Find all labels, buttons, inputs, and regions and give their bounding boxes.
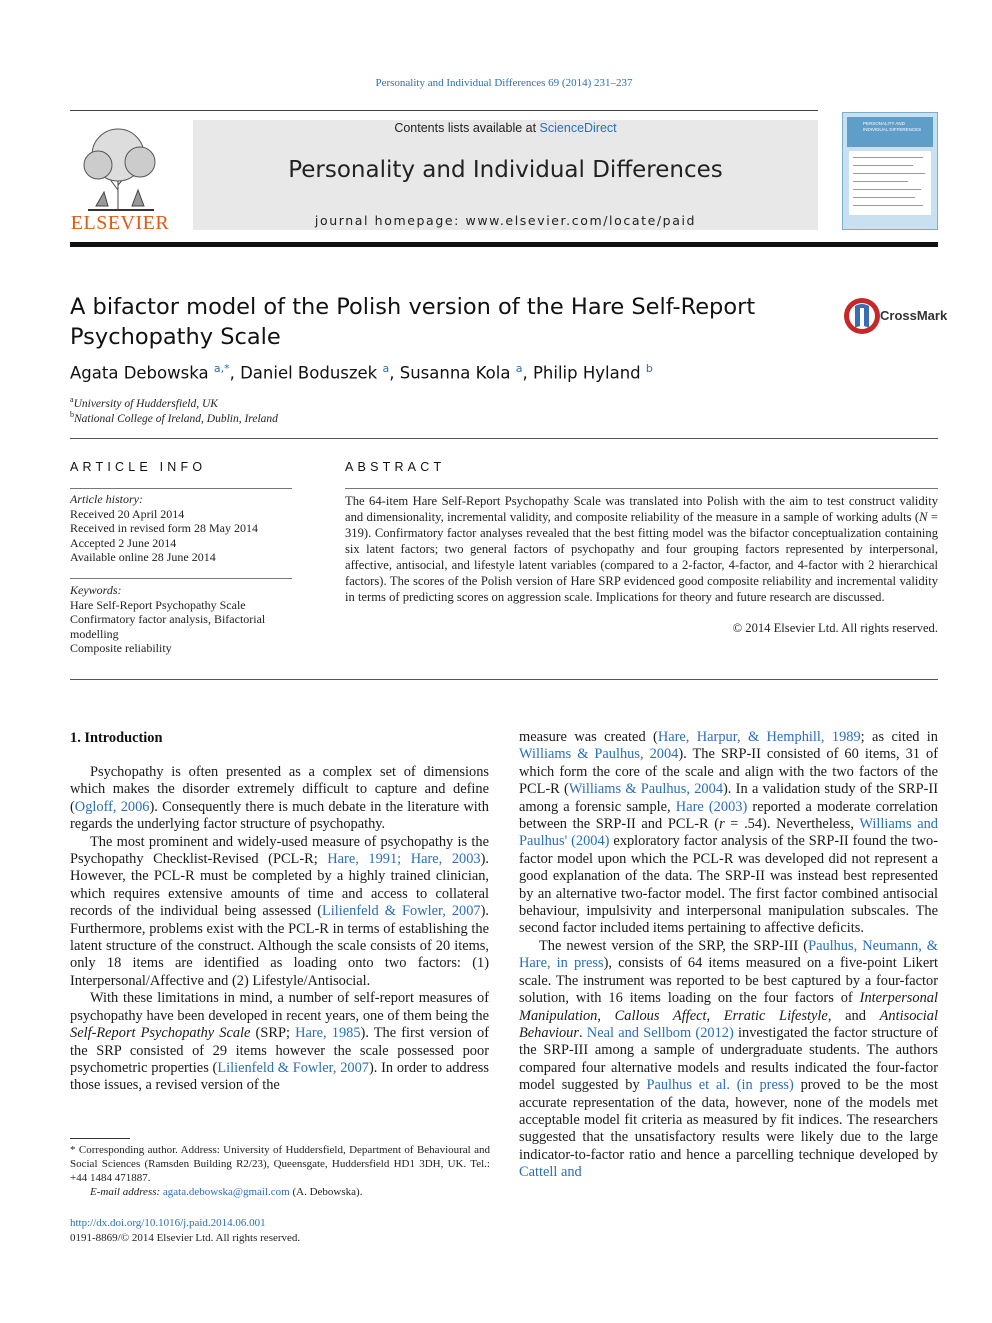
issn-copyright: 0191-8869/© 2014 Elsevier Ltd. All rights reserved. [70,1232,301,1244]
author-name[interactable]: Susanna Kola [399,363,511,383]
paragraph: The most prominent and widely-used measure of psychopathy is the Psychopathy Checklist-Revised (PCL-R; Hare, 1991; Hare, 2003). However, the PCL-R must be completed by a highly trained clinician, which requires extensive amounts of time and access to collateral records of the individual being assessed (Lilienfeld & Fowler, 2007). Furthermore, problems exist with the PCL-R in terms of establishing the latent structure of the construct. Although the scale consists of 20 items, only 18 items are identified as loading onto two factors: (1) Interpersonal/Affective and (2) Lifestyle/Antisocial. [70,833,489,989]
keyword-item: modelling [70,626,119,641]
sciencedirect-link[interactable]: ScienceDirect [539,121,617,135]
contents-prefix: Contents lists available at [394,121,540,135]
citation-link[interactable]: Hare, 1991; Hare, 2003 [327,851,481,868]
history-item: Accepted 2 June 2014 [70,535,177,550]
author-affil-marker[interactable]: a [382,362,390,375]
citation-link[interactable]: Paulhus, Neumann, & Hare, in press [519,937,938,972]
article-title [70,292,790,352]
citation-link[interactable]: Lilienfeld & Fowler, 2007 [322,903,481,920]
paragraph: measure was created (Hare, Harpur, & Hemphill, 1989; as cited in Williams & Paulhus, 2004). The SRP-II consisted of 60 items, 31 of which form the core of the scale and align with the two factors of the PCL-R (Williams & Paulhus, 2004). In a validation study of the SRP-II among a forensic sample, Hare (2003) reported a moderate correlation between the SRP-II and PCL-R (r = .54). Nevertheless, Williams and Paulhus' (2004) exploratory factor analysis of the SRP-II found the two-factor model upon which the PCL-R was developed did not represent a good explanation of the data. The SRP-II was instead best represented by an alternative two-factor model. The first factor combined antisocial behaviour, impulsivity and interpersonal manipulation subscales. The second factor included items pertaining to affective deficits. [519,729,938,937]
author-name[interactable]: Daniel Boduszek [240,363,378,383]
journal-cover-thumbnail[interactable] [842,112,938,230]
footnote-rule [70,1138,130,1139]
author-list [70,362,653,383]
abstract-part: The 64-item Hare Self-Report Psychopathy Scale was translated into Polish with the aim to test construct validity and dimensionality, incremental validity, and composite reliability of the measure in a sample of working adults ( [345,494,938,524]
footnote-email-line [70,1185,490,1199]
article-info-heading: ARTICLE INFO [70,460,207,474]
email-link[interactable]: agata.debowska@gmail.com [162,1186,290,1198]
article-info-divider [70,488,292,489]
crossmark-icon[interactable] [842,296,882,336]
affiliation-b [70,410,278,425]
citation-link[interactable]: Williams & Paulhus, 2004 [519,746,679,763]
paragraph: The newest version of the SRP, the SRP-III (Paulhus, Neumann, & Hare, in press), consists of 64 items measured on a five-point Likert scale. The instrument was reported to be best captured by a four-factor solution, with 16 items loading on the four factors of Interpersonal Manipulation, Callous Affect, Erratic Lifestyle, and Antisocial Behaviour. Neal and Sellbom (2012) investigated the factor structure of the SRP-III among a sample of undergraduate students. The authors compared four alternative models and results indicated the four-factor model suggested by Paulhus et al. (in press) proved to be the most accurate representation of the data, however, none of the models met acceptable model fit criteria as measured by fit indices. The researchers suggested that the unsatisfactory results were likely due to the large indicator-to-factor ratio and hence a parcelling technique developed by Cattell and [519,937,938,1181]
footnote-marker: * [70,1144,76,1156]
author-separator: , [522,363,533,383]
abstract-heading: ABSTRACT [345,460,446,474]
author-name[interactable]: Philip Hyland [532,363,641,383]
abstract-symbol: N [919,510,928,524]
affiliation-marker: b [70,410,74,419]
affiliation-text: University of Huddersfield, UK [73,397,218,410]
homepage-url[interactable]: www.elsevier.com/locate/paid [465,213,697,228]
author-affil-marker[interactable]: a [515,362,523,375]
contents-line [193,121,818,135]
abstract-text [345,493,938,605]
history-label: Article history: [70,492,143,506]
header-thick-rule [70,242,938,247]
title-line-2: Psychopathy Scale [70,324,281,350]
author-affil-marker[interactable]: a,* [213,362,230,375]
keywords-divider [70,578,292,579]
author-affil-marker[interactable]: b [645,362,653,375]
journal-homepage [193,213,818,228]
email-suffix: (A. Debowska). [289,1186,363,1198]
citation-link[interactable]: Hare, 1985 [295,1025,361,1042]
abstract-divider [345,488,938,489]
citation-link[interactable]: Hare, Harpur, & Hemphill, 1989 [657,729,861,745]
history-item: Available online 28 June 2014 [70,550,216,565]
left-column [70,764,489,1095]
citation-link[interactable]: Cattell and [519,1164,582,1181]
citation-link[interactable]: Lilienfeld & Fowler, 2007 [217,1059,369,1076]
keyword-item: Composite reliability [70,641,172,656]
journal-reference-link[interactable]: Personality and Individual Differences 69 (2014) 231–237 [375,77,633,89]
section-divider [70,438,938,439]
affiliation-text: National College of Ireland, Dublin, Ireland [74,412,278,425]
citation-link[interactable]: Williams & Paulhus, 2004 [568,781,724,798]
doi-link[interactable]: http://dx.doi.org/10.1016/j.paid.2014.06.001 [70,1217,266,1229]
keyword-item: Confirmatory factor analysis, Bifactorial [70,612,266,627]
abstract-copyright: © 2014 Elsevier Ltd. All rights reserved. [732,621,938,635]
header-divider [70,110,818,111]
history-item: Received in revised form 28 May 2014 [70,521,258,536]
author-name[interactable]: Agata Debowska [70,363,209,383]
cover-banner [847,117,933,147]
citation-link[interactable]: Paulhus et al. (in press) [646,1077,794,1094]
footnote-text: Corresponding author. Address: University of Huddersfield, Department of Behavioural and Social Sciences (Ramsden Building R2/23), Queensgate, Huddersfield HD1 3DH, UK. Tel.: +44 1484 471887. [70,1144,490,1184]
title-line-1: A bifactor model of the Polish version of the Hare Self-Report [70,294,756,320]
affiliation-a [70,395,218,410]
elsevier-wordmark: ELSEVIER [70,212,170,234]
journal-title: Personality and Individual Differences [288,157,723,183]
introduction-heading: 1. Introduction [70,730,163,746]
abstract-part: = 319). Confirmatory factor analyses revealed that the best fitting model was the bifactor conceptualization containing six latent factors; two general factors of psychopathy and four grouping factors represented by interpersonal, affective, antisocial, and lifestyle latent variables (compared to a 2-factor, 4-factor, and 4-factor with 2 hierarchical factors). The scores of the Polish version of Hare SRP evidenced good composite reliability and incremental validity in terms of predicting scores on aggression scale. Implications for theory and future research are discussed. [345,510,938,604]
cover-title: PERSONALITY AND INDIVIDUAL DIFFERENCES [863,121,922,132]
doi-block [70,1216,300,1246]
cover-contents [849,151,931,215]
section-divider [70,679,938,680]
citation-link[interactable]: Ogloff, 2006 [74,798,150,815]
corresponding-author-footnote [70,1143,490,1199]
citation-link[interactable]: Neal and Sellbom (2012) [586,1024,734,1041]
paragraph: With these limitations in mind, a number of self-report measures of psychopathy have been developed in recent years, one of them being the Self-Report Psychopathy Scale (SRP; Hare, 1985). The first version of the SRP consisted of 29 items however the scale possessed poor psychometric properties (Lilienfeld & Fowler, 2007). In order to address those issues, a revised version of the [70,990,489,1094]
keyword-item: Hare Self-Report Psychopathy Scale [70,597,246,612]
history-item: Received 20 April 2014 [70,506,185,521]
paragraph: Psychopathy is often presented as a complex set of dimensions which makes the disorder extremely difficult to capture and define (Ogloff, 2006). Consequently there is much debate in the literature with regards the underlying factor structure of psychopathy. [70,764,489,833]
keywords-label: Keywords: [70,583,122,597]
homepage-prefix: journal homepage: [314,213,466,228]
email-label: E-mail address: [90,1186,163,1198]
crossmark-label[interactable]: CrossMark [880,308,948,323]
author-separator: , [229,363,241,383]
affiliation-marker: a [70,395,74,404]
author-separator: , [389,363,400,383]
right-column [519,729,938,1182]
citation-link[interactable]: Williams and Paulhus' (2004) [519,816,938,850]
keywords [70,583,295,656]
citation-link[interactable]: Hare (2003) [675,798,748,815]
article-history [70,492,295,565]
